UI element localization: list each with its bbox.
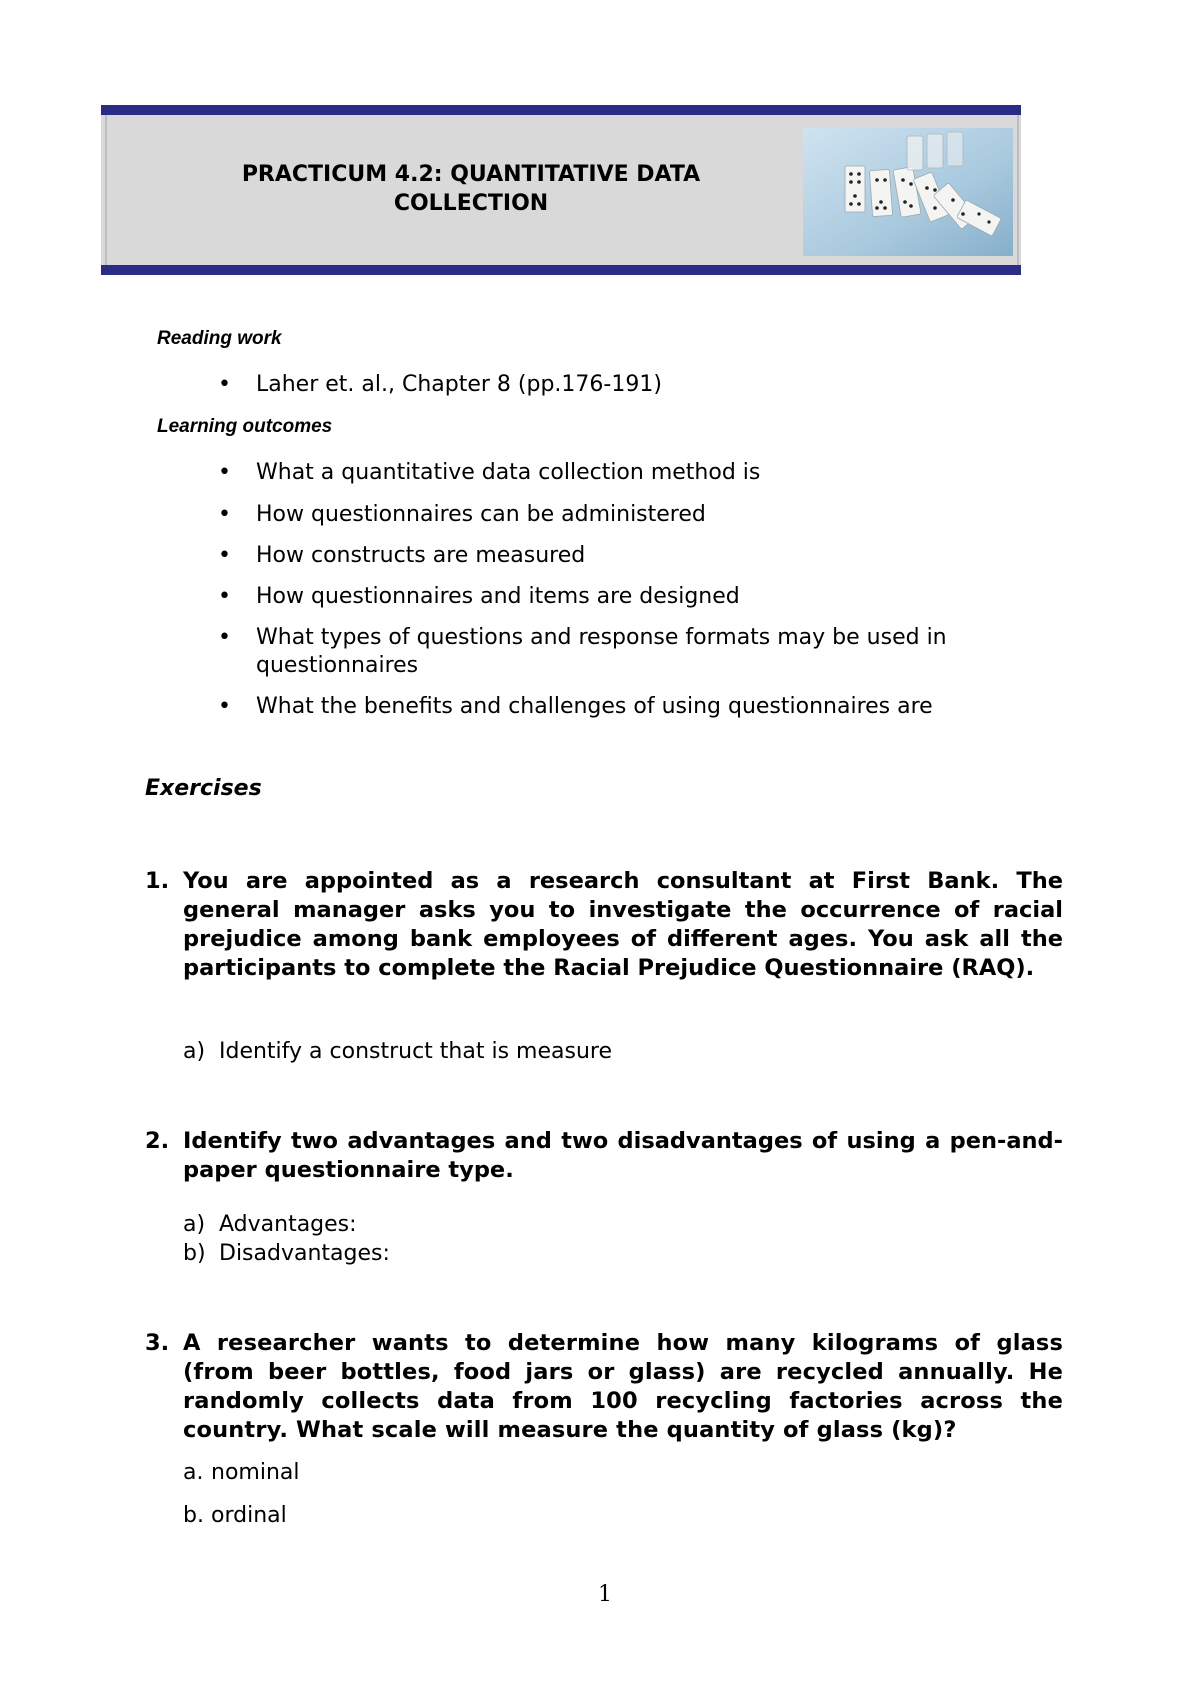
bullet-icon: • bbox=[218, 502, 231, 527]
exercises-heading: Exercises bbox=[145, 776, 262, 801]
question-3 bbox=[145, 1329, 1063, 1445]
page-title bbox=[191, 160, 751, 218]
dominoes-photo-icon bbox=[803, 128, 1013, 256]
question-2 bbox=[145, 1127, 1063, 1185]
question-3-option-b: b. ordinal bbox=[183, 1503, 287, 1528]
question-number: 1. bbox=[145, 868, 170, 894]
bullet-icon: • bbox=[218, 584, 231, 609]
question-2-option-a: a) Advantages: bbox=[183, 1212, 357, 1237]
question-2-option-b: b) Disadvantages: bbox=[183, 1241, 390, 1266]
question-1 bbox=[145, 867, 1063, 983]
question-text: A researcher wants to determine how many kilograms of glass (from beer bottles, food jars or glass) are recycled annually. He randomly collects data from 100 recycling factories across the country. What scale will measure the quantity of glass (kg)? bbox=[183, 1330, 1063, 1443]
page-title-line-1: PRACTICUM 4.2: QUANTITATIVE DATA bbox=[241, 162, 701, 187]
page-title-line-2: COLLECTION bbox=[393, 191, 549, 216]
question-3-option-a: a. nominal bbox=[183, 1460, 300, 1485]
learning-outcomes-heading: Learning outcomes bbox=[157, 416, 333, 437]
bullet-icon: • bbox=[218, 625, 231, 650]
header-banner bbox=[101, 105, 1021, 275]
page-number: 1 bbox=[598, 1582, 612, 1607]
question-text: You are appointed as a research consultant at First Bank. The general manager asks you to investigate the occurrence of racial prejudice among bank employees of different ages. You ask all the participants to complete the Racial Prejudice Questionnaire (RAQ). bbox=[183, 868, 1063, 981]
bullet-icon: • bbox=[218, 543, 231, 568]
question-text: Identify two advantages and two disadvantages of using a pen-and-paper questionnaire type. bbox=[183, 1128, 1063, 1183]
question-1-option-a: a) Identify a construct that is measure bbox=[183, 1039, 612, 1064]
question-number: 2. bbox=[145, 1128, 170, 1154]
bullet-icon: • bbox=[218, 460, 231, 485]
bullet-icon: • bbox=[218, 372, 231, 397]
question-number: 3. bbox=[145, 1330, 170, 1356]
bullet-icon: • bbox=[218, 694, 231, 719]
reading-work-heading: Reading work bbox=[157, 328, 282, 349]
